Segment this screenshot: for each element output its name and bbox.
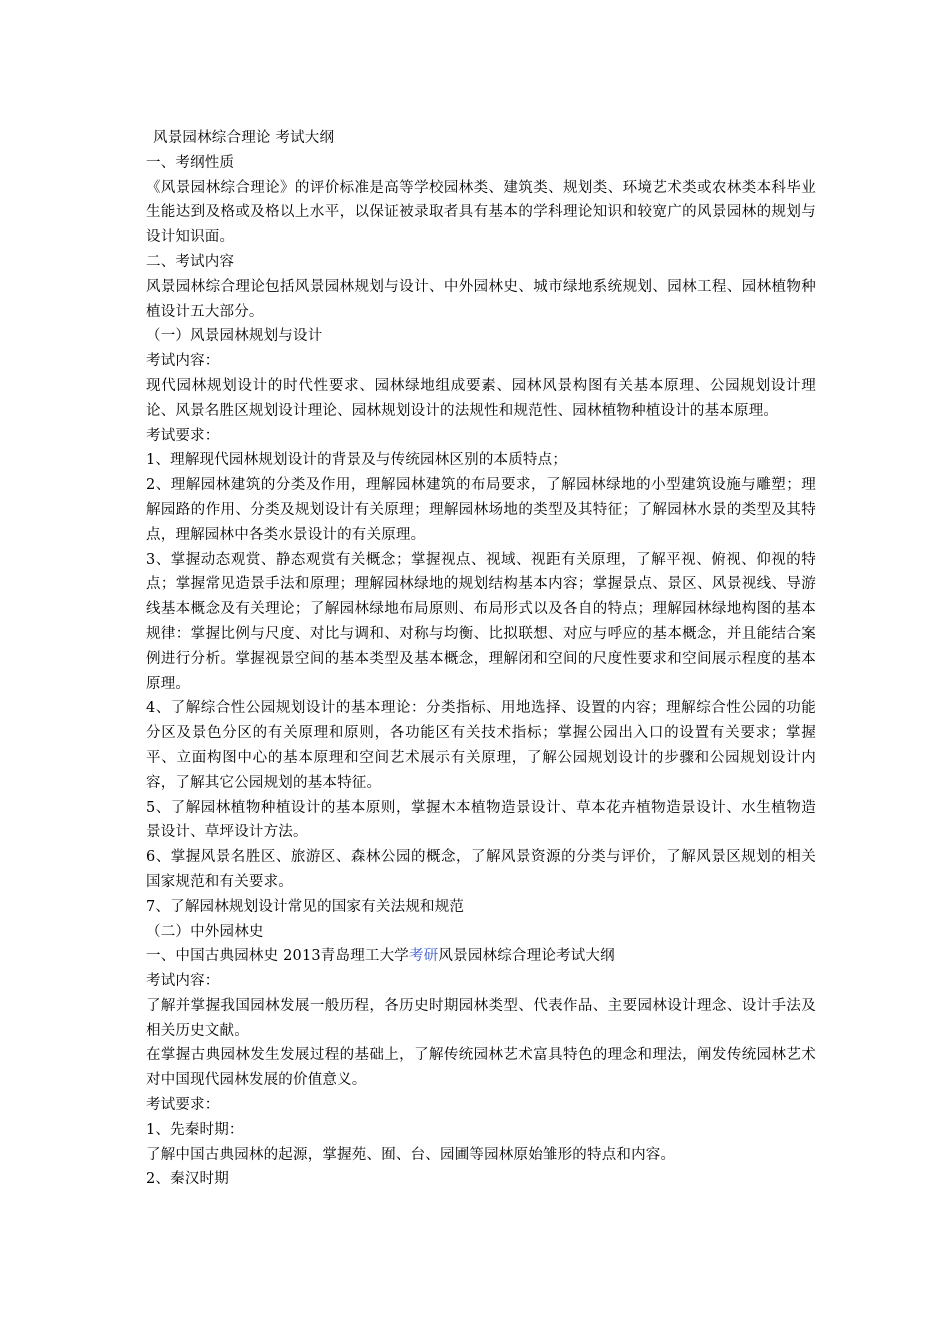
part-2-content: 在掌握古典园林发生发展过程的基础上，了解传统园林艺术富具特色的理念和理法，阐发传统园林艺术对中国现代园林发展的价值意义。 bbox=[146, 1047, 816, 1089]
part-1-requirement: 6、掌握风景名胜区、旅游区、森林公园的概念，了解风景资源的分类与评价，了解风景区规划的相关国家规范和有关要求。 bbox=[146, 849, 816, 890]
part-1-heading: （一）风景园林规划与设计 bbox=[146, 328, 323, 345]
section-2-heading: 二、考试内容 bbox=[146, 253, 235, 270]
section-1-heading: 一、考纲性质 bbox=[146, 154, 235, 171]
part-2-requirements-label: 考试要求： bbox=[146, 1097, 220, 1114]
part-2-subheading bbox=[146, 944, 816, 969]
part-2-requirement-title: 2、秦汉时期 bbox=[146, 1171, 229, 1188]
part-1-requirements-label: 考试要求： bbox=[146, 427, 220, 444]
part-2-requirement-body: 了解中国古典园林的起源，掌握苑、囿、台、园圃等园林原始雏形的特点和内容。 bbox=[146, 1146, 676, 1163]
part-1-requirement: 7、了解园林规划设计常见的国家有关法规和规范 bbox=[146, 898, 465, 915]
part-1-content: 现代园林规划设计的时代性要求、园林绿地组成要素、园林风景构图有关基本原理、公园规划设计理论、风景名胜区规划设计理论、园林规划设计的法规性和规范性、园林植物种植设计的基本原理。 bbox=[146, 377, 816, 419]
part-1-requirement: 2、理解园林建筑的分类及作用，理解园林建筑的布局要求，了解园林绿地的小型建筑设施与雕塑；理解园路的作用、分类及规划设计有关原理；理解园林场地的类型及其特征；了解园林水景的类型及其特点，理解园林中各类水景设计的有关原理。 bbox=[146, 477, 816, 543]
document-title: 风景园林综合理论 考试大纲 bbox=[153, 130, 335, 146]
kaoyan-link[interactable]: 考研 bbox=[409, 948, 439, 965]
part-1-requirement: 1、理解现代园林规划设计的背景及与传统园林区别的本质特点； bbox=[146, 452, 568, 469]
part-2-subheading-text-before: 一、中国古典园林史 2013青岛理工大学 bbox=[146, 948, 410, 965]
part-1-requirement: 3、掌握动态观赏、静态观赏有关概念；掌握视点、视域、视距有关原理，了解平视、俯视、仰视的特点；掌握常见造景手法和原理；理解园林绿地的规划结构基本内容；掌握景点、景区、风景视线、导游线基本概念及有关理论；了解园林绿地布局原则、布局形式以及各自的特点；理解园林绿地构图的基本规律：掌握比例与尺度、对比与调和、对称与均衡、比拟联想、对应与呼应的基本概念，并且能结合案例进行分析。掌握视景空间的基本类型及基本概念，理解闭和空间的尺度性要求和空间展示程度的基本原理。 bbox=[146, 551, 816, 692]
part-1-requirement: 5、了解园林植物种植设计的基本原则，掌握木本植物造景设计、草本花卉植物造景设计、水生植物造景设计、草坪设计方法。 bbox=[146, 799, 816, 841]
section-2-body: 风景园林综合理论包括风景园林规划与设计、中外园林史、城市绿地系统规划、园林工程、园林植物种植设计五大部分。 bbox=[146, 278, 816, 320]
part-1-requirement: 4、了解综合性公园规划设计的基本理论：分类指标、用地选择、设置的内容；理解综合性公园的功能分区及景色分区的有关原理和原则，各功能区有关技术指标；掌握公园出入口的设置有关要求；掌握平、立面构图中心的基本原理和空间艺术展示有关原理，了解公园规划设计的步骤和公园规划设计内容，了解其它公园规划的基本特征。 bbox=[146, 700, 816, 791]
part-2-content-label: 考试内容： bbox=[146, 973, 220, 990]
part-2-heading: （二）中外园林史 bbox=[146, 923, 264, 940]
section-1-body: 《风景园林综合理论》的评价标准是高等学校园林类、建筑类、规划类、环境艺术类或农林类本科毕业生能达到及格或及格以上水平，以保证被录取者具有基本的学科理论知识和较宽广的风景园林的规划与设计知识面。 bbox=[146, 179, 816, 246]
part-2-subheading-text-after: 风景园林综合理论考试大纲 bbox=[438, 948, 615, 965]
part-2-requirement-title: 1、先秦时期： bbox=[146, 1121, 244, 1138]
part-1-content-label: 考试内容： bbox=[146, 353, 220, 370]
document-page bbox=[146, 126, 816, 1192]
part-2-content: 了解并掌握我国园林发展一般历程，各历史时期园林类型、代表作品、主要园林设计理念、设计手法及相关历史文献。 bbox=[146, 997, 816, 1039]
